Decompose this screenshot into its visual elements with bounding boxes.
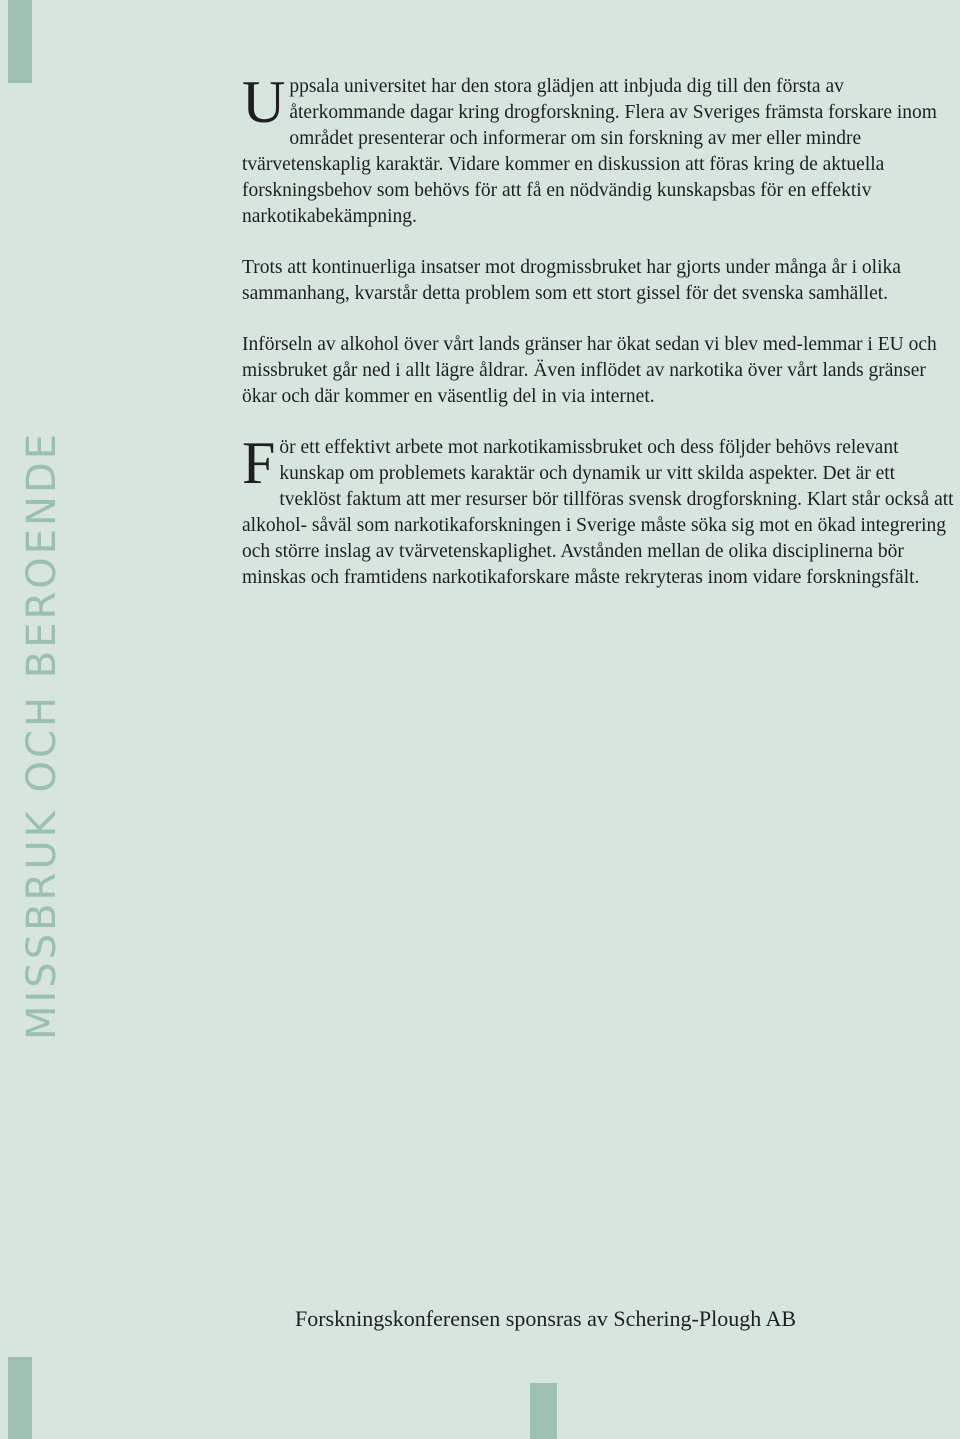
top-left-accent-bar [8, 0, 32, 83]
paragraph-research [242, 430, 956, 591]
paragraph-eu: Införseln av alkohol över vårt lands gränser har ökat sedan vi blev med-lemmar i EU och missbruket går ned i allt lägre åldrar. Även inflödet av narkotika över vårt lands gränser ökar och där kommer en väsentlig del in via internet. [242, 334, 937, 407]
paragraph-intro-text: ppsala universitet har den stora glädjen att inbjuda dig till den första av återkommande dagar kring drogforskning. Flera av Sveriges främsta forskare inom området presenterar och informerar om sin forskning av mer eller mindre tvärvetenskaplig karaktär. Vidare kommer en diskussion att föras kring de aktuella forskningsbehov som behövs för att få en nödvändig kunskapsbas för en effektiv narkotikabekämpning. [242, 76, 937, 227]
paragraph-problem: Trots att kontinuerliga insatser mot drogmissbruket har gjorts under många år i olika sammanhang, kvarstår detta problem som ett stort gissel för det svenska samhället. [242, 257, 901, 304]
bottom-left-accent-bar [8, 1357, 32, 1439]
main-text-column [242, 69, 956, 616]
drop-cap-f: F [242, 430, 276, 496]
paragraph-intro [242, 69, 956, 230]
vertical-side-title: MISSBRUK OCH BEROENDE [19, 430, 65, 1040]
drop-cap-u: U [242, 69, 286, 135]
sponsor-line: Forskningskonferensen sponsras av Schering-Plough AB [295, 1306, 797, 1331]
bottom-center-accent-bar [530, 1383, 557, 1439]
paragraph-research-text: ör ett effektivt arbete mot narkotikamissbruket och dess följder behövs relevant kunskap om problemets karaktär och dynamik ur vitt skilda aspekter. Det är ett tveklöst faktum att mer resurser bör tillföras svensk drogforskning. Klart står också att alkohol- såväl som narkotikaforskningen i Sverige måste söka sig mot en ökad integrering och större inslag av tvärvetenskaplighet. Avstånden mellan de olika disciplinerna bör minskas och framtidens narkotikaforskare måste rekryteras inom vidare forskningsfält. [242, 437, 954, 588]
